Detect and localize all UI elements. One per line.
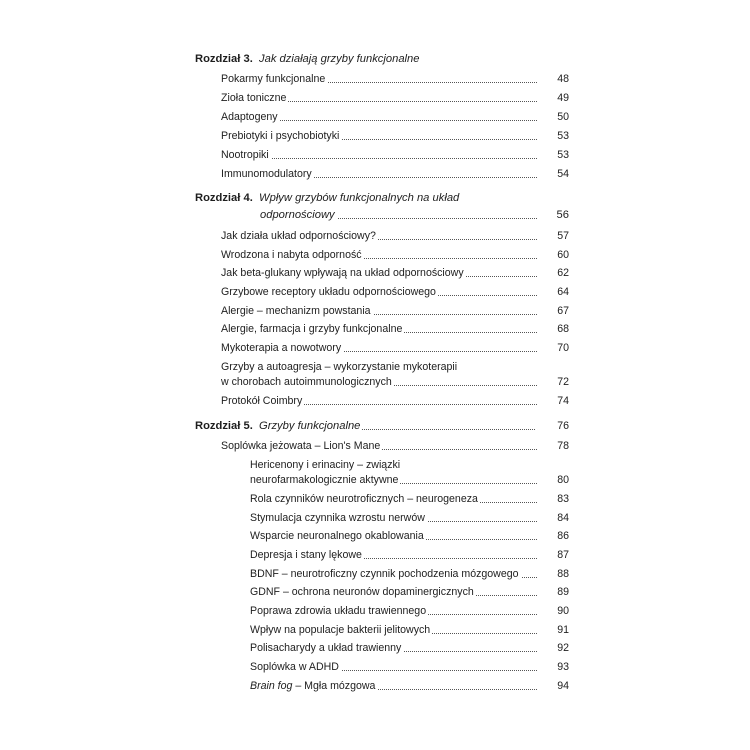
page-number: 56 bbox=[556, 209, 569, 221]
page-number: 86 bbox=[557, 530, 569, 542]
page-number: 68 bbox=[557, 323, 569, 335]
page-number: 78 bbox=[557, 440, 569, 452]
page-number: 90 bbox=[557, 605, 569, 617]
toc-entry-line1: Grzyby a autoagresja – wykorzystanie mykoterapii bbox=[221, 361, 458, 373]
page-number: 60 bbox=[557, 249, 569, 261]
page-number: 74 bbox=[557, 395, 569, 407]
toc-subentry-line1: Hericenony i erinaciny – związki bbox=[250, 459, 401, 471]
page-number: 94 bbox=[557, 680, 569, 692]
page-number: 49 bbox=[557, 92, 569, 104]
page-number: 50 bbox=[557, 111, 569, 123]
page-number: 57 bbox=[557, 230, 569, 242]
table-of-contents: Rozdział 3. Jak działają grzyby funkcjonalne Pokarmy funkcjonalne 48 Zioła toniczne 49 Adaptogeny 50 Prebiotyki i psychobiotyki 53 Nootropiki 53 Immunomodulatory 54 Rozdział 4. Wpływ grzybów funkcjonalnych na układ odpornościowy 56 Jak działa układ odpornościowy? 57 Wrodzona i nabyta odporność 60 Jak beta-glukany wpływają na układ odpornościowy 62 Grzybowe receptory układu odpornościowego 64 Alergie – mechanizm powstania 67 Alergie, farmacja i grzyby funkcjonalne 68 Mykoterapia a nowotwory 70 Grzyby a autoagresja – wykorzystanie mykoterapii w chorobach autoimmunologicznych 72 Protokół Coimbry 74 Rozdział 5. Grzyby funkcjonalne 76 Soplówka jeżowata – Lion's Mane 78 Hericenony i erinaciny – związki neurofarmakologicznie aktywne 80 Rola czynników neurotroficznych – neurogeneza 83 Stymulacja czynnika wzrostu nerwów 84 Wsparcie neuronalnego okablowania 86 Depresja i stany lękowe 87 BDNF – neurotroficzny czynnik pochodzenia mózgowego 88 GDNF – ochrona neuronów dopaminergicznych 89 Poprawa zdrowia układu trawiennego 90 Wpływ na populacje bakterii jelitowych 91 Polisacharydy a układ trawienny 92 Soplówka w ADHD 93 Brain fog – Mgła mózgowa 94 bbox=[195, 53, 569, 692]
page-number: 54 bbox=[557, 168, 569, 180]
page-number: 62 bbox=[557, 267, 569, 279]
page-number: 92 bbox=[557, 642, 569, 654]
page-number: 87 bbox=[557, 549, 569, 561]
chapter-number: Rozdział 4. bbox=[195, 192, 253, 204]
page-number: 72 bbox=[557, 376, 569, 388]
page-number: 83 bbox=[557, 493, 569, 505]
page-number: 80 bbox=[557, 474, 569, 486]
chapter-heading bbox=[195, 52, 419, 66]
page-number: 70 bbox=[557, 342, 569, 354]
page-number: 88 bbox=[557, 568, 569, 580]
page-number: 93 bbox=[557, 661, 569, 673]
page-number: 53 bbox=[557, 130, 569, 142]
page-number: 67 bbox=[557, 305, 569, 317]
page-number: 53 bbox=[557, 149, 569, 161]
page-number: 76 bbox=[557, 420, 569, 432]
page-number: 84 bbox=[557, 512, 569, 524]
chapter-number: Rozdział 3. bbox=[195, 53, 253, 65]
chapter-title: Jak działają grzyby funkcjonalne bbox=[259, 53, 420, 65]
page-number: 64 bbox=[557, 286, 569, 298]
page-number: 91 bbox=[557, 624, 569, 636]
page-number: 89 bbox=[557, 586, 569, 598]
chapter-title: Grzyby funkcjonalne bbox=[259, 420, 361, 432]
chapter-number: Rozdział 5. bbox=[195, 420, 253, 432]
page-number: 48 bbox=[557, 73, 569, 85]
chapter-title: Wpływ grzybów funkcjonalnych na układ bbox=[259, 192, 460, 204]
chapter-heading bbox=[195, 191, 459, 205]
